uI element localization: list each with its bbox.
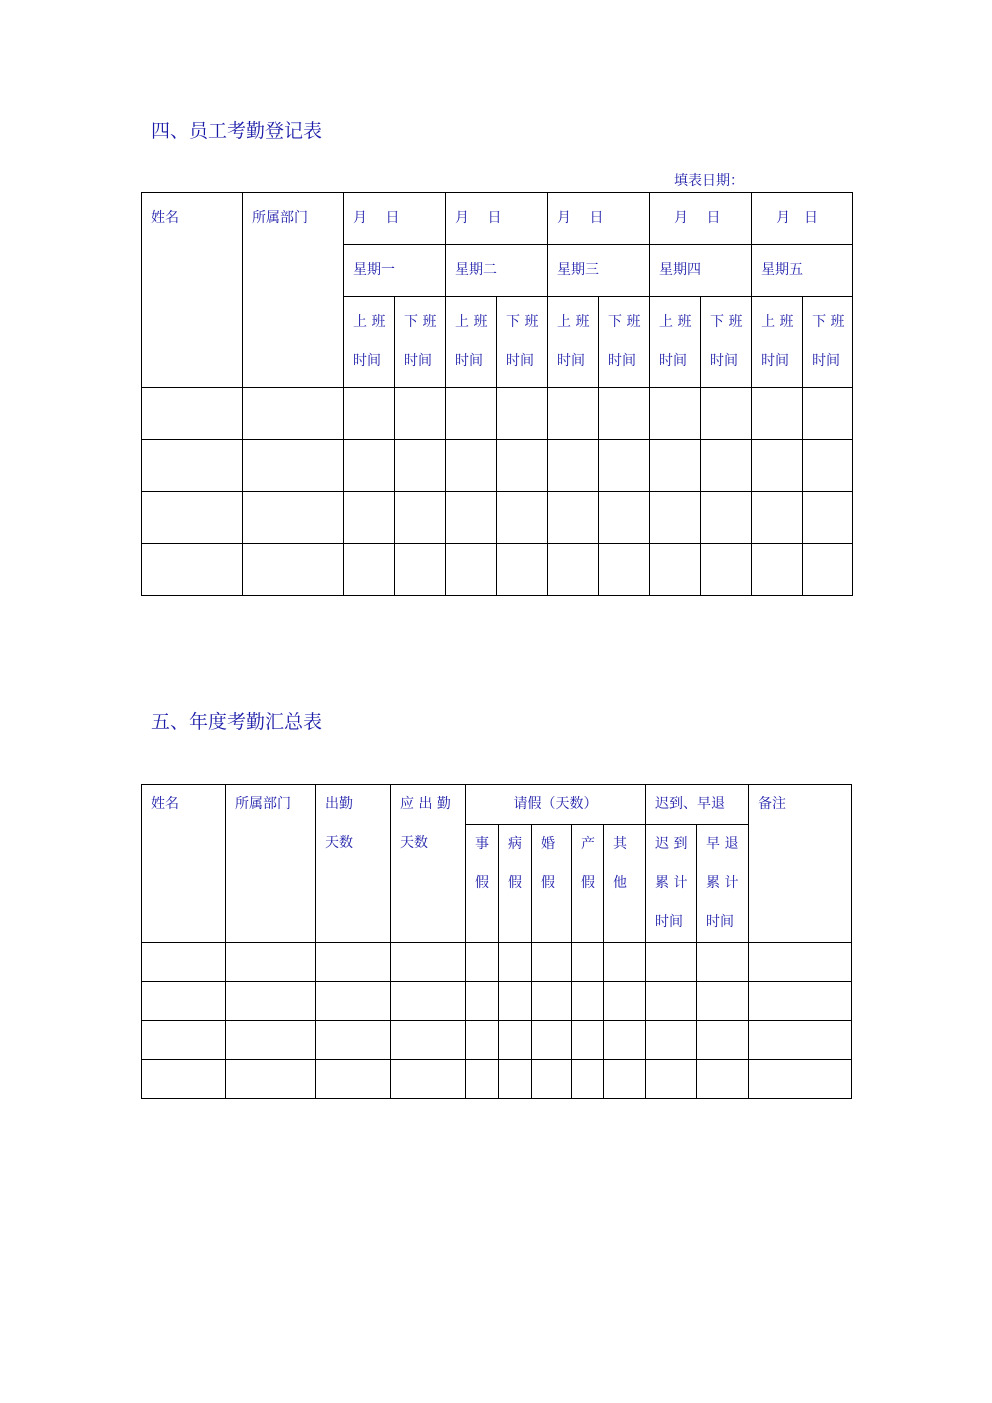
- header-date-5: 月 日: [752, 193, 853, 245]
- table-row: [142, 440, 853, 492]
- cell[interactable]: [391, 1060, 466, 1099]
- cell[interactable]: [446, 388, 497, 440]
- table-row: [142, 982, 852, 1021]
- cell[interactable]: [243, 440, 344, 492]
- cell[interactable]: [391, 982, 466, 1021]
- cell[interactable]: [604, 943, 646, 982]
- cell[interactable]: [752, 388, 803, 440]
- cell[interactable]: [446, 544, 497, 596]
- clock-out-header: 下 班 时间: [599, 297, 650, 388]
- cell[interactable]: [646, 1060, 697, 1099]
- early-total-header: 早 退 累 计 时间: [697, 825, 749, 943]
- cell[interactable]: [749, 943, 852, 982]
- summary-header-name: 姓名: [142, 785, 226, 943]
- section-5-title: 五、年度考勤汇总表: [151, 711, 323, 733]
- weekday-wed: 星期三: [548, 245, 650, 297]
- cell[interactable]: [499, 1021, 532, 1060]
- cell[interactable]: [466, 1060, 499, 1099]
- summary-header-actual-days: 出勤 天数: [316, 785, 391, 943]
- cell[interactable]: [548, 440, 599, 492]
- table-row: [142, 1021, 852, 1060]
- weekday-tue: 星期二: [446, 245, 548, 297]
- clock-in-header: 上 班 时间: [446, 297, 497, 388]
- cell[interactable]: [316, 943, 391, 982]
- cell[interactable]: [697, 1060, 749, 1099]
- cell[interactable]: [803, 544, 853, 596]
- late-total-header: 迟 到 累 计 时间: [646, 825, 697, 943]
- cell[interactable]: [646, 982, 697, 1021]
- cell[interactable]: [142, 982, 226, 1021]
- cell[interactable]: [701, 388, 752, 440]
- cell[interactable]: [650, 492, 701, 544]
- header-dept: 所属部门: [243, 193, 344, 388]
- summary-header-dept: 所属部门: [226, 785, 316, 943]
- section-4-title: 四、员工考勤登记表: [151, 120, 323, 142]
- cell[interactable]: [752, 492, 803, 544]
- header-date-1: 月 日: [344, 193, 446, 245]
- cell[interactable]: [604, 1021, 646, 1060]
- cell[interactable]: [466, 943, 499, 982]
- cell[interactable]: [344, 544, 395, 596]
- clock-out-header: 下 班 时间: [395, 297, 446, 388]
- weekday-mon: 星期一: [344, 245, 446, 297]
- cell[interactable]: [548, 388, 599, 440]
- cell[interactable]: [650, 440, 701, 492]
- cell[interactable]: [803, 440, 853, 492]
- cell[interactable]: [499, 943, 532, 982]
- cell[interactable]: [499, 982, 532, 1021]
- attendance-register-table: [141, 192, 853, 596]
- table-row: [142, 388, 853, 440]
- weekday-fri: 星期五: [752, 245, 853, 297]
- cell[interactable]: [344, 388, 395, 440]
- leave-personal-header: 事 假: [466, 825, 499, 943]
- summary-header-required-days: 应 出 勤 天数: [391, 785, 466, 943]
- table-row: [142, 544, 853, 596]
- cell[interactable]: [749, 1021, 852, 1060]
- header-date-2: 月 日: [446, 193, 548, 245]
- cell[interactable]: [749, 1060, 852, 1099]
- cell[interactable]: [142, 943, 226, 982]
- cell[interactable]: [701, 492, 752, 544]
- cell[interactable]: [604, 1060, 646, 1099]
- cell[interactable]: [446, 492, 497, 544]
- cell[interactable]: [697, 943, 749, 982]
- cell[interactable]: [142, 1021, 226, 1060]
- clock-in-header: 上 班 时间: [344, 297, 395, 388]
- clock-out-header: 下 班 时间: [803, 297, 853, 388]
- cell[interactable]: [701, 440, 752, 492]
- cell[interactable]: [466, 1021, 499, 1060]
- leave-marriage-header: 婚 假: [532, 825, 572, 943]
- cell[interactable]: [749, 982, 852, 1021]
- cell[interactable]: [497, 388, 548, 440]
- cell[interactable]: [226, 943, 316, 982]
- annual-attendance-summary-table: [141, 784, 852, 1099]
- cell[interactable]: [803, 492, 853, 544]
- cell[interactable]: [391, 943, 466, 982]
- cell[interactable]: [646, 1021, 697, 1060]
- cell[interactable]: [316, 982, 391, 1021]
- cell[interactable]: [572, 1060, 604, 1099]
- cell[interactable]: [395, 544, 446, 596]
- cell[interactable]: [752, 544, 803, 596]
- header-date-3: 月 日: [548, 193, 650, 245]
- cell[interactable]: [599, 440, 650, 492]
- header-date-4: 月 日: [650, 193, 752, 245]
- cell[interactable]: [604, 982, 646, 1021]
- cell[interactable]: [243, 388, 344, 440]
- cell[interactable]: [316, 1021, 391, 1060]
- cell[interactable]: [142, 388, 243, 440]
- cell[interactable]: [499, 1060, 532, 1099]
- cell[interactable]: [142, 1060, 226, 1099]
- cell[interactable]: [497, 440, 548, 492]
- summary-header-remarks: 备注: [749, 785, 852, 943]
- cell[interactable]: [446, 440, 497, 492]
- cell[interactable]: [701, 544, 752, 596]
- cell[interactable]: [572, 982, 604, 1021]
- cell[interactable]: [497, 492, 548, 544]
- cell[interactable]: [344, 440, 395, 492]
- summary-header-late-early: 迟到、早退: [646, 785, 749, 825]
- cell[interactable]: [532, 943, 572, 982]
- cell[interactable]: [344, 492, 395, 544]
- table-row: [142, 492, 853, 544]
- cell[interactable]: [532, 1021, 572, 1060]
- clock-in-header: 上 班 时间: [548, 297, 599, 388]
- cell[interactable]: [572, 1021, 604, 1060]
- cell[interactable]: [395, 492, 446, 544]
- clock-out-header: 下 班 时间: [497, 297, 548, 388]
- cell[interactable]: [497, 544, 548, 596]
- cell[interactable]: [243, 492, 344, 544]
- cell[interactable]: [803, 388, 853, 440]
- fill-date-label: 填表日期：: [674, 173, 744, 189]
- cell[interactable]: [650, 544, 701, 596]
- cell[interactable]: [532, 1060, 572, 1099]
- cell[interactable]: [599, 388, 650, 440]
- cell[interactable]: [697, 982, 749, 1021]
- cell[interactable]: [650, 388, 701, 440]
- cell[interactable]: [226, 982, 316, 1021]
- summary-header-leave: 请假（天数）: [466, 785, 646, 825]
- cell[interactable]: [572, 943, 604, 982]
- cell[interactable]: [395, 388, 446, 440]
- cell[interactable]: [752, 440, 803, 492]
- cell[interactable]: [391, 1021, 466, 1060]
- cell[interactable]: [599, 492, 650, 544]
- cell[interactable]: [599, 544, 650, 596]
- clock-out-header: 下 班 时间: [701, 297, 752, 388]
- clock-in-header: 上 班 时间: [752, 297, 803, 388]
- cell[interactable]: [548, 544, 599, 596]
- cell[interactable]: [532, 982, 572, 1021]
- cell[interactable]: [548, 492, 599, 544]
- cell[interactable]: [697, 1021, 749, 1060]
- table-row: [142, 1060, 852, 1099]
- cell[interactable]: [142, 492, 243, 544]
- table-row: [142, 943, 852, 982]
- cell[interactable]: [316, 1060, 391, 1099]
- cell[interactable]: [226, 1060, 316, 1099]
- cell[interactable]: [395, 440, 446, 492]
- leave-sick-header: 病 假: [499, 825, 532, 943]
- cell[interactable]: [466, 982, 499, 1021]
- header-name: 姓名: [142, 193, 243, 388]
- clock-in-header: 上 班 时间: [650, 297, 701, 388]
- weekday-thu: 星期四: [650, 245, 752, 297]
- cell[interactable]: [142, 440, 243, 492]
- cell[interactable]: [646, 943, 697, 982]
- cell[interactable]: [226, 1021, 316, 1060]
- cell[interactable]: [243, 544, 344, 596]
- cell[interactable]: [142, 544, 243, 596]
- leave-other-header: 其 他: [604, 825, 646, 943]
- leave-maternity-header: 产 假: [572, 825, 604, 943]
